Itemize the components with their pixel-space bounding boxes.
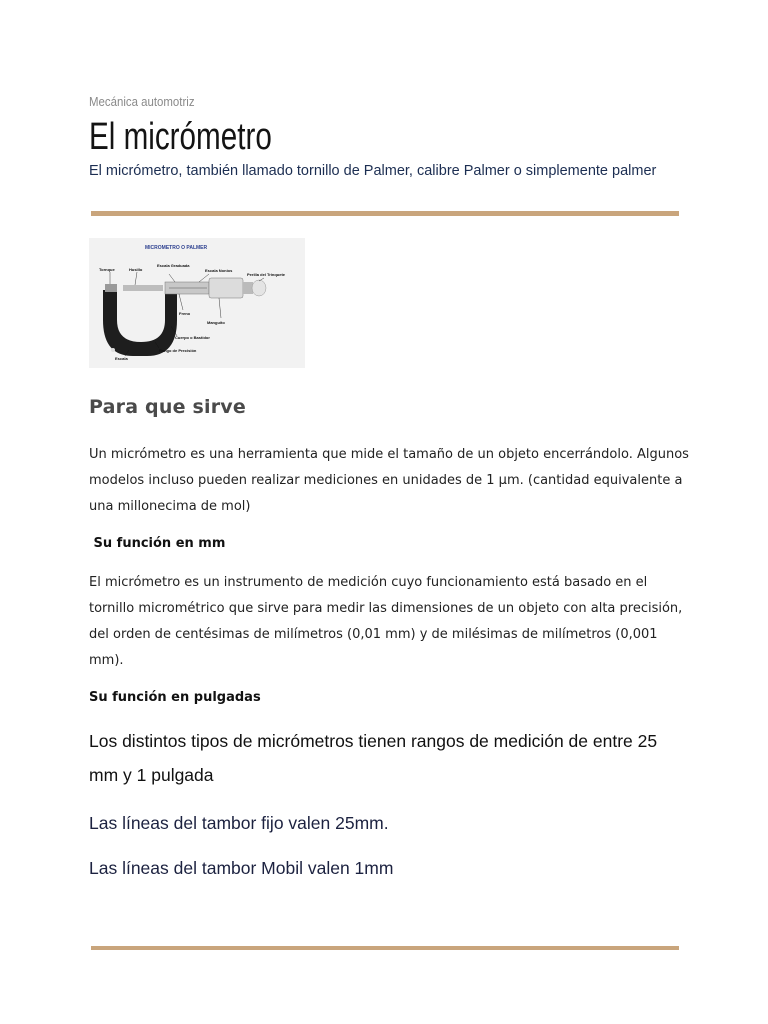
category-label: Mecánica automotriz xyxy=(89,94,195,109)
label-cuerpo: Cuerpo o Bastidor xyxy=(175,335,210,340)
section-heading: Para que sirve xyxy=(89,396,246,418)
page-subtitle: El micrómetro, también llamado tornillo de Palmer, calibre Palmer o simplemente palmer xyxy=(89,163,657,179)
label-perilla: Perilla del Trinquete xyxy=(247,272,286,277)
ratchet-neck xyxy=(243,282,253,294)
thimble xyxy=(209,278,243,298)
label-escala: Escala xyxy=(115,356,128,361)
label-rango: Rango de Precisión xyxy=(159,348,197,353)
label-escala-graduada: Escala Graduada xyxy=(157,263,190,268)
ratchet-knob xyxy=(252,280,266,296)
paragraph-rangos: Los distintos tipos de micrómetros tienen rangos de medición de entre 25 mm y 1 pulgada xyxy=(89,731,658,785)
label-tope: Tornque xyxy=(99,267,115,272)
paragraph-mm: El micrómetro es un instrumento de medición cuyo funcionamiento está basado en el tornillo micrométrico que sirve para medir las dimensiones de un objeto con alta precisión, del orden de centésimas de milímetros (0,01 mm) y de milésimas de milímetros (0,001 mm). xyxy=(89,575,683,668)
line-tambor-fijo: Las líneas del tambor fijo valen 25mm. xyxy=(89,813,389,833)
label-freno: Freno xyxy=(179,311,191,316)
diagram-heading: MICROMETRO O PALMER xyxy=(145,245,208,251)
label-funcion-mm: Su función en mm xyxy=(89,536,226,551)
label-funcion-pulgadas: Su función en pulgadas xyxy=(89,690,261,705)
page-title: El micrómetro xyxy=(89,116,272,158)
label-manguito: Manguito xyxy=(207,320,225,325)
paragraph-intro: Un micrómetro es una herramienta que mide el tamaño de un objeto encerrándolo. Algunos modelos incluso pueden realizar mediciones en unidades de 1 µm. (cantidad equivalente a una millonecima de mol) xyxy=(89,447,689,514)
micrometer-diagram xyxy=(89,238,305,368)
bottom-divider xyxy=(91,946,679,950)
anvil xyxy=(105,284,117,292)
spindle xyxy=(123,285,163,291)
line-tambor-mobil: Las líneas del tambor Mobil valen 1mm xyxy=(89,858,394,878)
label-husillo: Husillo xyxy=(129,267,143,272)
top-divider xyxy=(91,211,679,216)
label-escala-nonios: Escala Nonios xyxy=(205,268,233,273)
frame-dot xyxy=(111,348,115,352)
